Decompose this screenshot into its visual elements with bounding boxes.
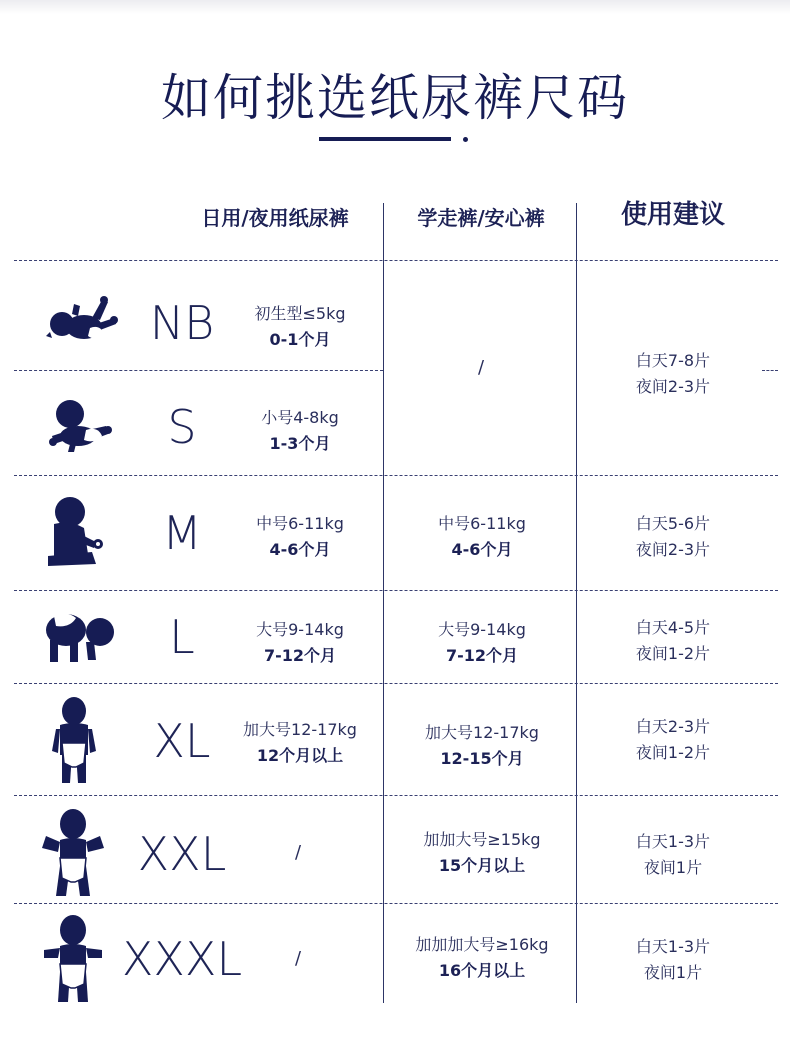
header-pull-ups: 学走裤/安心裤 — [417, 206, 545, 230]
age-range: 4-6个月 — [451, 540, 513, 559]
usage-advice — [578, 348, 768, 400]
title-underline — [319, 137, 451, 141]
weight-range: 加加大号≥15kg — [423, 830, 541, 849]
pull-up-spec — [388, 511, 576, 563]
size-label: XL — [153, 714, 211, 768]
age-range: 7-12个月 — [445, 646, 519, 665]
size-label: S — [167, 400, 197, 454]
row-divider — [14, 260, 778, 261]
weight-range: 加大号12-17kg — [425, 723, 539, 742]
age-range: 16个月以上 — [438, 961, 526, 980]
pull-up-spec — [388, 617, 576, 669]
day-advice: 白天7-8片 — [635, 351, 711, 370]
weight-range: 大号9-14kg — [256, 620, 344, 639]
row-divider — [14, 795, 778, 796]
day-advice: 白天1-3片 — [635, 832, 711, 851]
size-label: NB — [149, 296, 215, 350]
daily-spec — [230, 511, 370, 563]
age-range: 12-15个月 — [440, 749, 524, 768]
night-advice: 夜间1片 — [643, 963, 703, 982]
size-label: L — [169, 610, 195, 664]
row-divider — [14, 683, 778, 684]
page-title: 如何挑选纸尿裤尺码 — [161, 69, 629, 127]
weight-range: 中号6-11kg — [256, 514, 344, 533]
weight-range: 大号9-14kg — [438, 620, 526, 639]
night-advice: 夜间1片 — [643, 858, 703, 877]
night-advice: 夜间2-3片 — [635, 377, 711, 396]
day-advice: 白天5-6片 — [635, 514, 711, 533]
top-shade — [0, 0, 790, 14]
column-divider-1 — [383, 203, 384, 1003]
row-divider — [14, 590, 778, 591]
age-range: 15个月以上 — [438, 856, 526, 875]
size-label: XXL — [137, 827, 227, 881]
usage-advice — [578, 714, 768, 766]
age-range: 4-6个月 — [269, 540, 331, 559]
age-range: 1-3个月 — [269, 434, 331, 453]
pull-up-spec — [388, 932, 576, 984]
daily-spec — [230, 405, 370, 457]
daily-spec — [230, 301, 370, 353]
night-advice: 夜间1-2片 — [635, 644, 711, 663]
day-advice: 白天4-5片 — [635, 618, 711, 637]
header-daily-diapers: 日用/夜用纸尿裤 — [201, 206, 349, 230]
age-range: 7-12个月 — [263, 646, 337, 665]
not-applicable-mark: / — [478, 357, 485, 378]
pull-up-spec — [388, 720, 576, 772]
column-divider-2 — [576, 203, 577, 1003]
weight-range: 小号4-8kg — [261, 408, 339, 427]
day-advice: 白天2-3片 — [635, 717, 711, 736]
usage-advice — [578, 511, 768, 563]
weight-range: 加加加大号≥16kg — [415, 935, 549, 954]
daily-spec — [230, 717, 370, 769]
not-applicable-mark: / — [295, 842, 302, 863]
size-label: XXXL — [121, 932, 243, 986]
night-advice: 夜间1-2片 — [635, 743, 711, 762]
night-advice: 夜间2-3片 — [635, 540, 711, 559]
weight-range: 中号6-11kg — [438, 514, 526, 533]
title-dot — [463, 137, 468, 142]
daily-spec — [230, 617, 370, 669]
usage-advice — [578, 829, 768, 881]
size-label: M — [162, 506, 202, 560]
row-divider — [14, 475, 778, 476]
usage-advice — [578, 615, 768, 667]
weight-range: 加大号12-17kg — [243, 720, 357, 739]
age-range: 12个月以上 — [256, 746, 344, 765]
age-range: 0-1个月 — [269, 330, 331, 349]
day-advice: 白天1-3片 — [635, 937, 711, 956]
usage-advice — [578, 934, 768, 986]
row-divider — [14, 903, 778, 904]
header-usage-advice: 使用建议 — [620, 200, 725, 230]
toddler-standing-icon — [50, 695, 98, 785]
row-divider-partial — [14, 370, 383, 371]
weight-range: 初生型≤5kg — [254, 304, 346, 323]
not-applicable-mark: / — [295, 948, 302, 969]
pull-up-spec — [388, 827, 576, 879]
